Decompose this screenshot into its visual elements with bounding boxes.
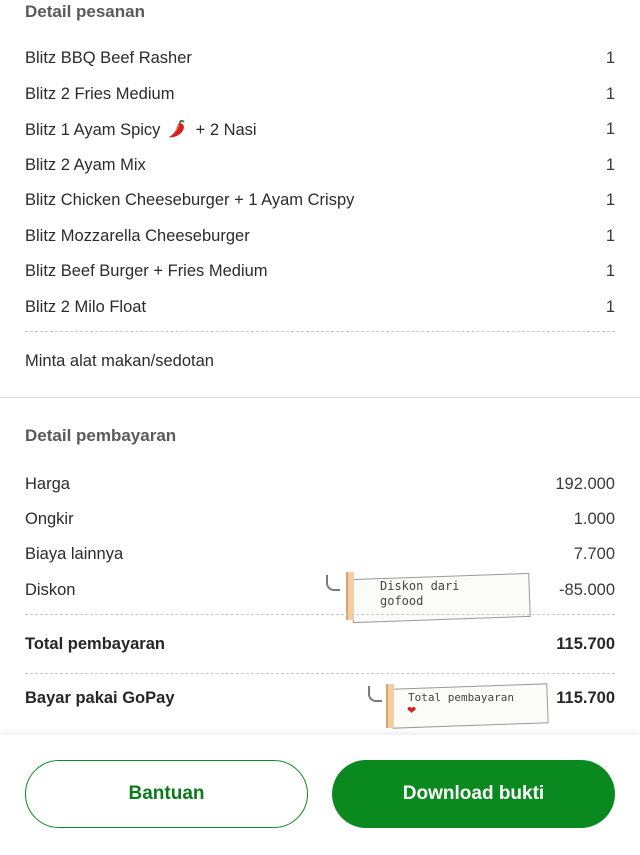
price-value: 192.000 [555,474,615,493]
delivery-row [25,507,615,531]
item-qty: 1 [605,155,615,174]
item-name: Blitz Beef Burger + Fries Medium [25,261,268,280]
item-qty: 1 [605,119,615,138]
item-qty: 1 [605,48,615,67]
order-item [25,82,615,106]
delivery-value: 1.000 [573,509,615,528]
footer-bar [0,735,640,855]
order-section-title: Detail pesanan [25,2,145,21]
item-name: Blitz Chicken Cheeseburger + 1 Ayam Crispy [25,190,355,209]
item-name: Blitz BBQ Beef Rasher [25,48,192,67]
discount-note-line1: Diskon dari [380,579,460,593]
order-item [25,46,615,70]
other-fee-value: 7.700 [573,544,615,563]
item-qty: 1 [605,297,615,316]
gopay-value: 115.700 [556,688,615,707]
order-item [25,224,615,248]
discount-value: -85.000 [559,580,615,599]
note-hook [326,575,340,591]
delivery-label: Ongkir [25,509,74,528]
note-hook [368,686,382,702]
total-value: 115.700 [556,634,615,653]
section-divider [0,397,640,398]
order-item [25,259,615,283]
dashed-divider [25,673,615,674]
total-note: Total pembayaran [408,691,514,704]
discount-note-line2: gofood [380,594,424,608]
order-item [25,153,615,177]
item-name [25,119,257,140]
order-item [25,188,615,212]
heart-icon: ❤ [407,705,417,717]
note-clip [346,572,354,620]
chili-pepper-icon [167,119,189,139]
payment-section-title: Detail pembayaran [25,426,177,445]
total-row [25,632,615,656]
total-label: Total pembayaran [25,634,165,653]
discount-label: Diskon [25,580,76,599]
help-button[interactable]: Bantuan [25,760,308,828]
item-qty: 1 [605,226,615,245]
item-name: Blitz 2 Ayam Mix [25,155,146,174]
item-name: Blitz 2 Milo Float [25,297,147,316]
item-qty: 1 [605,190,615,209]
item-name-part: Blitz 1 Ayam Spicy [25,120,161,139]
other-fee-label: Biaya lainnya [25,544,124,563]
item-qty: 1 [605,84,615,103]
order-item [25,117,615,141]
item-name: Blitz Mozzarella Cheeseburger [25,226,250,245]
item-name: Blitz 2 Fries Medium [25,84,175,103]
dashed-divider [25,331,615,332]
cutlery-note: Minta alat makan/sedotan [25,351,214,370]
item-name-part: + 2 Nasi [195,120,257,139]
download-proof-button[interactable]: Download bukti [332,760,615,828]
other-fee-row [25,542,615,566]
order-item [25,295,615,319]
price-label: Harga [25,474,70,493]
gopay-label: Bayar pakai GoPay [25,688,175,707]
note-clip [386,684,394,728]
price-row [25,472,615,496]
dashed-divider [25,614,615,615]
item-qty: 1 [605,261,615,280]
cutlery-request [25,349,615,373]
